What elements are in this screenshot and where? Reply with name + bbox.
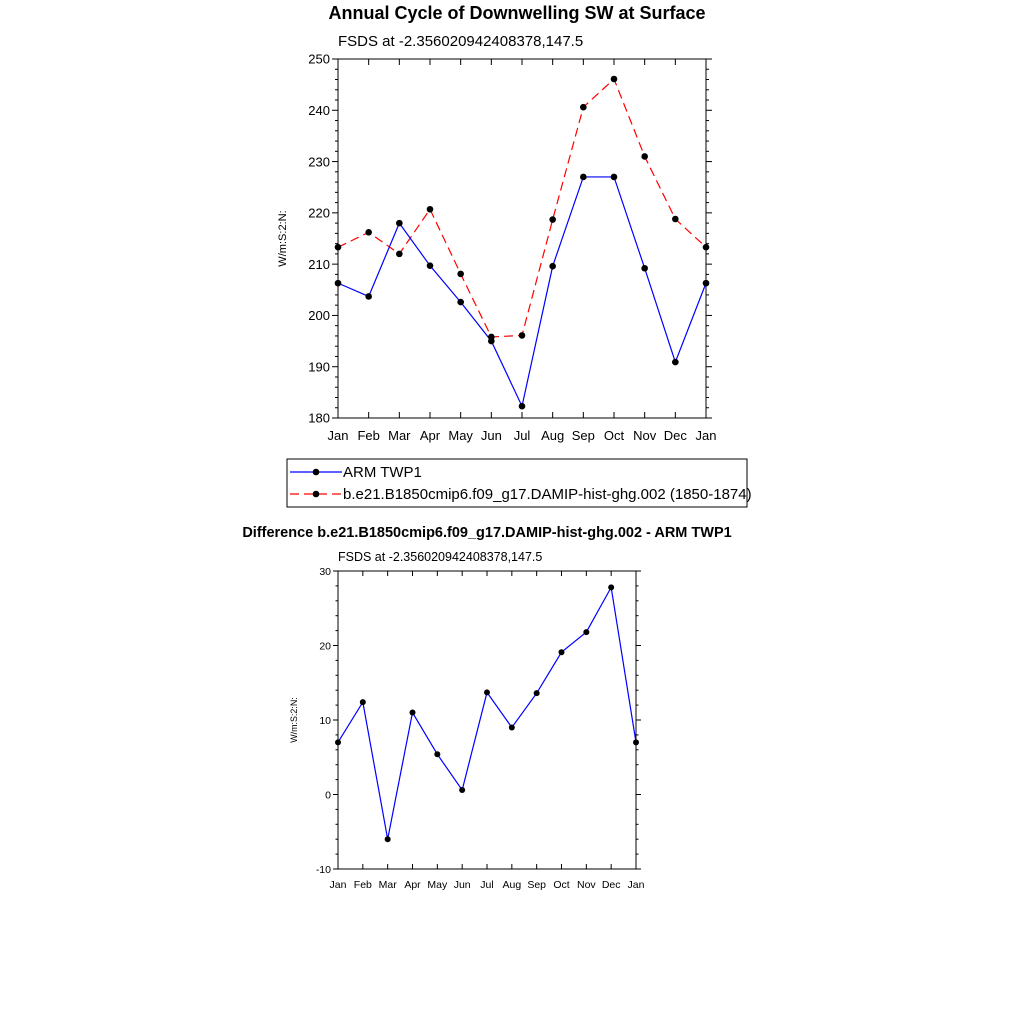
x-tick-label: Feb bbox=[357, 428, 380, 443]
y-tick-label: 210 bbox=[308, 256, 330, 272]
data-point bbox=[580, 174, 587, 181]
y-tick-label: 0 bbox=[325, 789, 331, 802]
x-tick-label: Apr bbox=[419, 428, 441, 443]
data-point bbox=[703, 280, 710, 287]
data-point bbox=[457, 299, 464, 306]
data-point bbox=[672, 216, 679, 223]
y-tick-label: 190 bbox=[308, 359, 330, 375]
y-tick-label: -10 bbox=[315, 863, 331, 876]
data-point bbox=[335, 244, 342, 251]
y-tick-label: 240 bbox=[308, 102, 330, 118]
y-tick-label: 20 bbox=[319, 640, 331, 653]
series-line-2 bbox=[338, 79, 706, 337]
data-point bbox=[549, 216, 556, 223]
x-tick-label: Jan bbox=[327, 428, 349, 443]
data-point bbox=[335, 280, 342, 287]
data-point bbox=[457, 271, 464, 278]
data-point bbox=[703, 244, 710, 251]
data-point bbox=[488, 338, 495, 345]
series-line-1 bbox=[338, 587, 636, 839]
data-point bbox=[385, 836, 391, 842]
y-tick-label: 200 bbox=[308, 308, 330, 324]
data-point bbox=[365, 229, 372, 236]
data-point bbox=[427, 262, 434, 269]
x-tick-label: Jul bbox=[480, 879, 494, 891]
series-line-1 bbox=[338, 177, 706, 406]
y-tick-label: 30 bbox=[319, 565, 331, 578]
legend-label: ARM TWP1 bbox=[343, 464, 422, 481]
data-point bbox=[360, 699, 366, 705]
y-tick-label: 250 bbox=[308, 51, 330, 67]
data-point bbox=[534, 690, 540, 696]
chart-title: Annual Cycle of Downwelling SW at Surface bbox=[328, 3, 706, 23]
data-point bbox=[608, 584, 614, 590]
data-point bbox=[641, 265, 648, 272]
x-tick-label: Jun bbox=[453, 879, 471, 891]
data-point bbox=[396, 220, 403, 227]
data-point bbox=[633, 739, 639, 745]
data-point bbox=[365, 293, 372, 300]
data-point bbox=[484, 689, 490, 695]
x-tick-label: Aug bbox=[502, 879, 522, 891]
x-tick-label: Apr bbox=[404, 879, 421, 891]
x-tick-label: Nov bbox=[576, 879, 596, 891]
data-point bbox=[519, 403, 526, 410]
data-point bbox=[459, 787, 465, 793]
x-tick-label: Feb bbox=[353, 879, 372, 891]
chart-subtitle: FSDS at -2.356020942408378,147.5 bbox=[338, 550, 543, 564]
y-axis-label: W/m:S:2:N: bbox=[289, 697, 299, 743]
legend-marker bbox=[313, 469, 320, 476]
data-point bbox=[396, 251, 403, 258]
x-tick-label: Dec bbox=[601, 879, 621, 891]
data-point bbox=[549, 263, 556, 270]
y-tick-label: 180 bbox=[308, 410, 330, 426]
data-point bbox=[641, 153, 648, 160]
x-tick-label: Jul bbox=[513, 428, 531, 443]
x-tick-label: Jun bbox=[480, 428, 502, 443]
data-point bbox=[611, 76, 618, 83]
chart-title: Difference b.e21.B1850cmip6.f09_g17.DAMIP-hist-ghg.002 - ARM TWP1 bbox=[242, 525, 732, 541]
x-tick-label: Aug bbox=[541, 428, 565, 443]
x-tick-label: Jan bbox=[329, 879, 347, 891]
data-point bbox=[519, 332, 526, 339]
data-point bbox=[611, 174, 618, 181]
data-point bbox=[434, 751, 440, 757]
x-tick-label: Nov bbox=[633, 428, 657, 443]
chart-panel-2 bbox=[242, 525, 731, 891]
data-point bbox=[427, 206, 434, 213]
legend-label: b.e21.B1850cmip6.f09_g17.DAMIP-hist-ghg.002 (1850-1874) bbox=[343, 486, 752, 503]
data-point bbox=[559, 649, 565, 655]
x-tick-label: Oct bbox=[553, 879, 570, 891]
y-tick-label: 220 bbox=[308, 205, 330, 221]
x-tick-label: May bbox=[427, 879, 448, 891]
data-point bbox=[580, 104, 587, 111]
x-tick-label: Sep bbox=[527, 879, 547, 891]
x-tick-label: May bbox=[448, 428, 473, 443]
x-tick-label: Dec bbox=[663, 428, 687, 443]
x-tick-label: Mar bbox=[378, 879, 397, 891]
data-point bbox=[335, 739, 341, 745]
x-tick-label: Jan bbox=[627, 879, 645, 891]
x-tick-label: Sep bbox=[571, 428, 595, 443]
chart-subtitle: FSDS at -2.356020942408378,147.5 bbox=[338, 33, 584, 50]
legend-marker bbox=[313, 491, 320, 498]
data-point bbox=[509, 724, 515, 730]
x-tick-label: Jan bbox=[695, 428, 717, 443]
data-point bbox=[410, 710, 416, 716]
data-point bbox=[672, 359, 679, 366]
x-tick-label: Mar bbox=[388, 428, 411, 443]
y-axis-label: W/m:S:2:N: bbox=[277, 210, 289, 267]
y-tick-label: 230 bbox=[308, 154, 330, 170]
data-point bbox=[583, 629, 589, 635]
x-tick-label: Oct bbox=[603, 428, 625, 443]
y-tick-label: 10 bbox=[319, 714, 331, 727]
chart-panel-1 bbox=[277, 3, 752, 507]
plot-frame bbox=[338, 571, 636, 869]
